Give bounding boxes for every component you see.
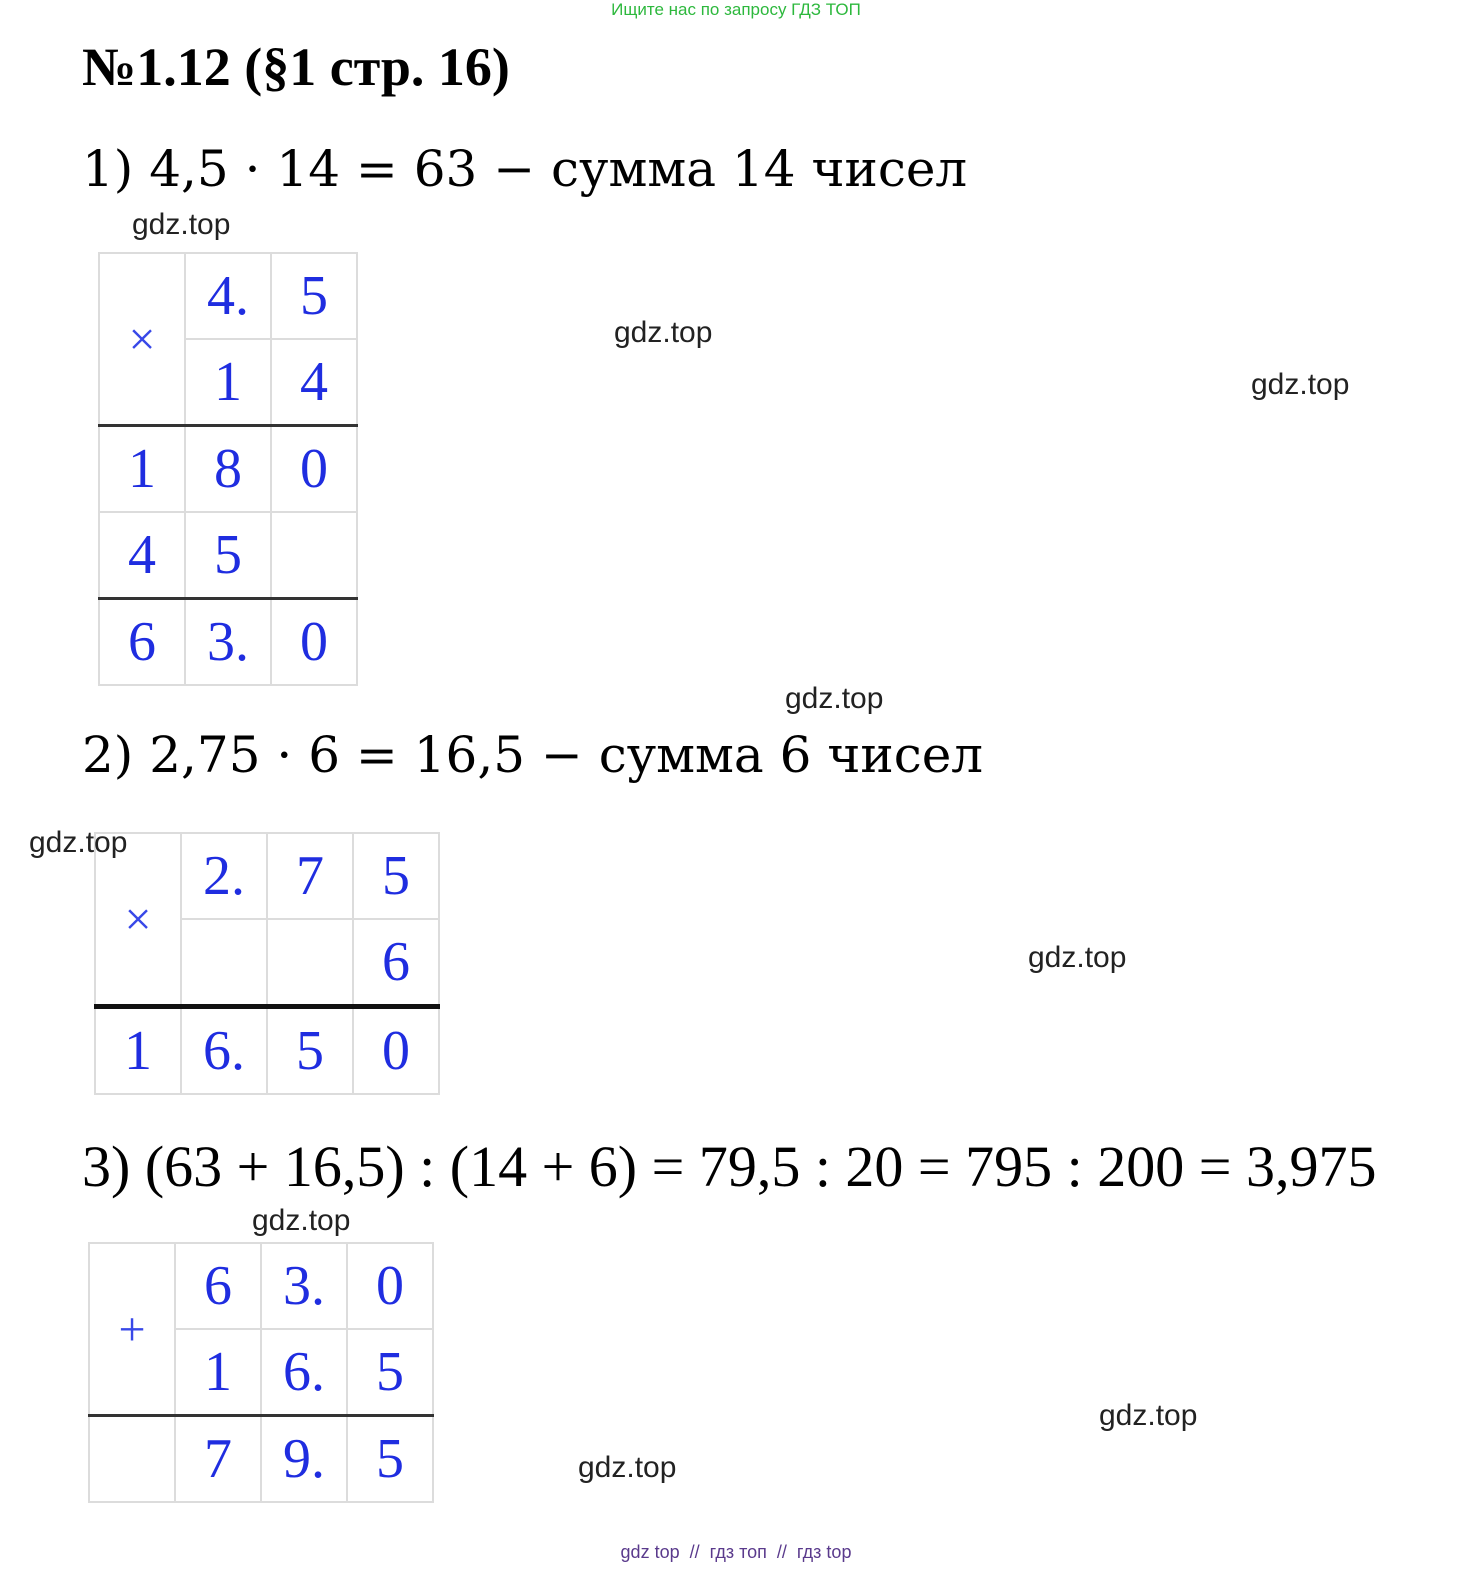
calc-cell: 6. [261, 1329, 347, 1416]
watermark: gdz.top [785, 682, 884, 715]
watermark: gdz.top [578, 1451, 677, 1484]
multiply-sign: × [99, 253, 185, 426]
multiply-sign: × [95, 833, 181, 1007]
calc-cell: 7 [175, 1416, 261, 1503]
watermark: gdz.top [1251, 368, 1350, 401]
calc-cell: 5 [347, 1329, 433, 1416]
watermark: gdz.top [1028, 941, 1127, 974]
calc-cell: 6 [99, 599, 185, 686]
calc-cell: 9. [261, 1416, 347, 1503]
calc-cell: 1 [95, 1007, 181, 1095]
plus-sign: + [89, 1243, 175, 1416]
calc-cell [267, 919, 353, 1007]
calc-cell: 5 [347, 1416, 433, 1503]
calc-cell: 6 [175, 1243, 261, 1329]
calc-cell: 3. [185, 599, 271, 686]
calc-cell: 4 [271, 339, 357, 426]
calc-cell: 0 [271, 426, 357, 513]
calc-cell: 0 [271, 599, 357, 686]
calc-cell: 6 [353, 919, 439, 1007]
calc-cell: 0 [353, 1007, 439, 1095]
calc-cell [271, 512, 357, 599]
calc-cell: 4. [185, 253, 271, 339]
calc-cell: 1 [99, 426, 185, 513]
equation-2: 2) 2,75 · 6 = 16,5 − сумма 6 чисел [82, 726, 984, 784]
calc-cell: 1 [185, 339, 271, 426]
calc-cell: 4 [99, 512, 185, 599]
page-title: №1.12 (§1 стр. 16) [82, 37, 510, 97]
calc-cell: 3. [261, 1243, 347, 1329]
calc-table-3 [88, 1242, 434, 1503]
equation-3: 3) (63 + 16,5) : (14 + 6) = 79,5 : 20 = 795 : 200 = 3,975 [82, 1134, 1377, 1199]
watermark: gdz.top [614, 316, 713, 349]
calc-cell: 0 [347, 1243, 433, 1329]
calc-cell: 8 [185, 426, 271, 513]
calc-cell [181, 919, 267, 1007]
calc-table-2 [94, 832, 440, 1095]
calc-cell [89, 1416, 175, 1503]
calc-cell: 5 [353, 833, 439, 919]
watermark: gdz.top [1099, 1399, 1198, 1432]
calc-cell: 6. [181, 1007, 267, 1095]
footer-links: gdz top // гдз топ // гдз top [620, 1542, 852, 1562]
calc-cell: 2. [181, 833, 267, 919]
equation-1: 1) 4,5 · 14 = 63 − сумма 14 чисел [82, 140, 968, 198]
calc-cell: 5 [267, 1007, 353, 1095]
watermark: gdz.top [252, 1204, 351, 1237]
watermark: gdz.top [29, 826, 128, 859]
watermark: gdz.top [132, 208, 231, 241]
calc-cell: 7 [267, 833, 353, 919]
search-hint: Ищите нас по запросу ГДЗ ТОП [611, 0, 861, 19]
calc-cell: 1 [175, 1329, 261, 1416]
calc-cell: 5 [185, 512, 271, 599]
calc-cell: 5 [271, 253, 357, 339]
calc-table-1 [98, 252, 358, 686]
